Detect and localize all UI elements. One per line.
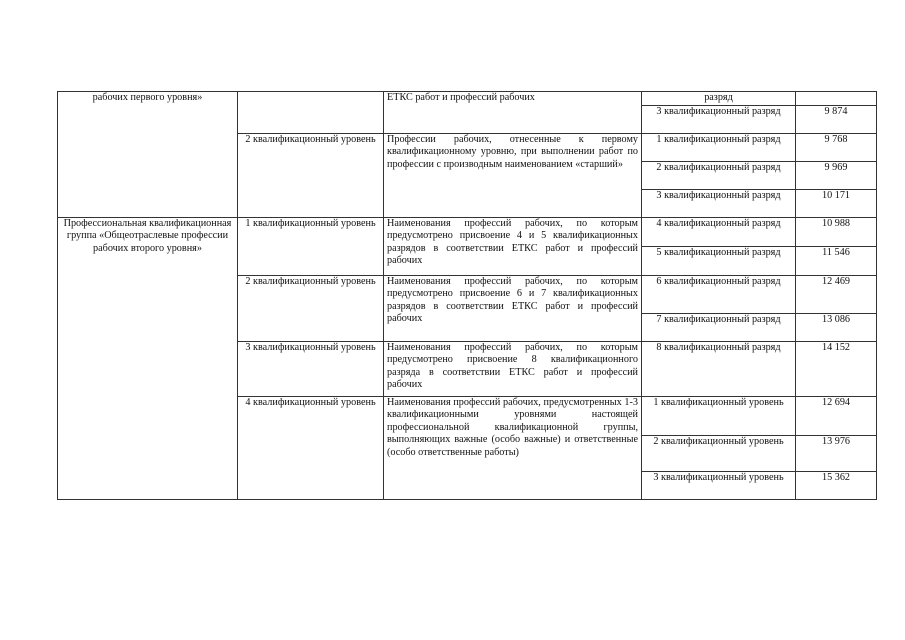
profession-cell <box>384 133 642 217</box>
grade-cell <box>642 105 796 133</box>
salary-value: 12 694 <box>821 396 850 408</box>
grade-text: 6 квалификационный разряд <box>656 275 781 287</box>
salary-cell <box>796 161 877 189</box>
profession-text: Наименования профессий рабочих, предусмотренных 1-3 квалификационными уровнями настоящей профессиональной квалификационной группы, выполняющих важные (особо важные) и ответственные (особо ответственные работы) <box>387 396 638 458</box>
grade-text: 8 квалификационный разряд <box>656 341 781 353</box>
profession-cell <box>384 217 642 275</box>
table-row <box>58 92 877 106</box>
grade-cell <box>642 246 796 275</box>
grade-cell <box>642 435 796 471</box>
salary-value: 13 976 <box>821 435 850 447</box>
grade-text: 3 квалификационный уровень <box>653 471 784 483</box>
level-cell <box>238 133 384 217</box>
salary-value: 10 171 <box>821 189 850 201</box>
salary-cell <box>796 217 877 246</box>
salary-cell <box>796 105 877 133</box>
group-name-cell <box>58 92 238 218</box>
salary-cell <box>796 313 877 341</box>
grade-cell <box>642 471 796 499</box>
grade-text: 3 квалификационный разряд <box>656 189 781 201</box>
profession-text: ЕТКС работ и профессий рабочих <box>387 92 535 103</box>
salary-cell <box>796 275 877 313</box>
salary-value: 13 086 <box>821 313 850 325</box>
level-text: 1 квалификационный уровень <box>245 217 376 229</box>
grade-cell <box>642 275 796 313</box>
grade-text: 2 квалификационный уровень <box>653 435 784 447</box>
profession-cell <box>384 396 642 499</box>
salary-value: 10 988 <box>821 217 850 229</box>
grade-text: 4 квалификационный разряд <box>656 217 781 229</box>
salary-value: 11 546 <box>822 246 850 258</box>
level-cell <box>238 396 384 499</box>
grade-cell <box>642 396 796 435</box>
grade-cell <box>642 217 796 246</box>
salary-cell <box>796 189 877 217</box>
level-text: 3 квалификационный уровень <box>245 341 376 353</box>
grade-text: 2 квалификационный разряд <box>656 161 781 173</box>
level-cell <box>238 341 384 396</box>
salary-table <box>57 91 877 500</box>
grade-text: 3 квалификационный разряд <box>656 105 781 117</box>
profession-cell <box>384 275 642 341</box>
profession-text: Наименования профессий рабочих, по которым предусмотрено присвоение 4 и 5 квалификационных разрядов в соответствии ЕТКС работ и профессий рабочих <box>387 217 638 266</box>
salary-cell <box>796 341 877 396</box>
group-name-cell <box>58 217 238 499</box>
grade-text: 5 квалификационный разряд <box>656 246 781 258</box>
profession-text: Наименования профессий рабочих, по которым предусмотрено присвоение 8 квалификационного разряда в соответствии ЕТКС работ и профессий рабочих <box>387 341 638 390</box>
table-row <box>58 217 877 246</box>
group-name: рабочих первого уровня» <box>92 92 203 103</box>
profession-text: Наименования профессий рабочих, по которым предусмотрено присвоение 6 и 7 квалификационных разрядов в соответствии ЕТКС работ и профессий рабочих <box>387 275 638 324</box>
salary-value: 15 362 <box>821 471 850 483</box>
profession-cell <box>384 92 642 134</box>
grade-cell <box>642 92 796 106</box>
salary-cell <box>796 246 877 275</box>
grade-text: 1 квалификационный уровень <box>653 396 784 408</box>
salary-value: 12 469 <box>821 275 850 287</box>
salary-cell <box>796 435 877 471</box>
salary-cell <box>796 92 877 106</box>
level-cell <box>238 275 384 341</box>
level-cell <box>238 217 384 275</box>
grade-cell <box>642 313 796 341</box>
grade-text: 7 квалификационный разряд <box>656 313 781 325</box>
salary-cell <box>796 471 877 499</box>
grade-cell <box>642 161 796 189</box>
level-cell <box>238 92 384 134</box>
profession-text: Профессии рабочих, отнесенные к первому квалификационному уровню, при выполнении работ по профессии с производным наименованием «старший» <box>387 133 638 170</box>
salary-value: 9 768 <box>824 133 848 145</box>
grade-text: 1 квалификационный разряд <box>656 133 781 145</box>
salary-value: 14 152 <box>821 341 850 353</box>
level-text: 2 квалификационный уровень <box>245 133 376 145</box>
salary-cell <box>796 396 877 435</box>
grade-text: разряд <box>704 92 733 103</box>
grade-cell <box>642 133 796 161</box>
profession-cell <box>384 341 642 396</box>
grade-cell <box>642 341 796 396</box>
grade-cell <box>642 189 796 217</box>
salary-value: 9 874 <box>824 105 848 117</box>
salary-cell <box>796 133 877 161</box>
level-text: 4 квалификационный уровень <box>245 396 376 408</box>
group-name: Профессиональная квалификационная группа «Общеотраслевые профессии рабочих второго уровня» <box>63 217 232 254</box>
salary-value: 9 969 <box>824 161 848 173</box>
level-text: 2 квалификационный уровень <box>245 275 376 287</box>
